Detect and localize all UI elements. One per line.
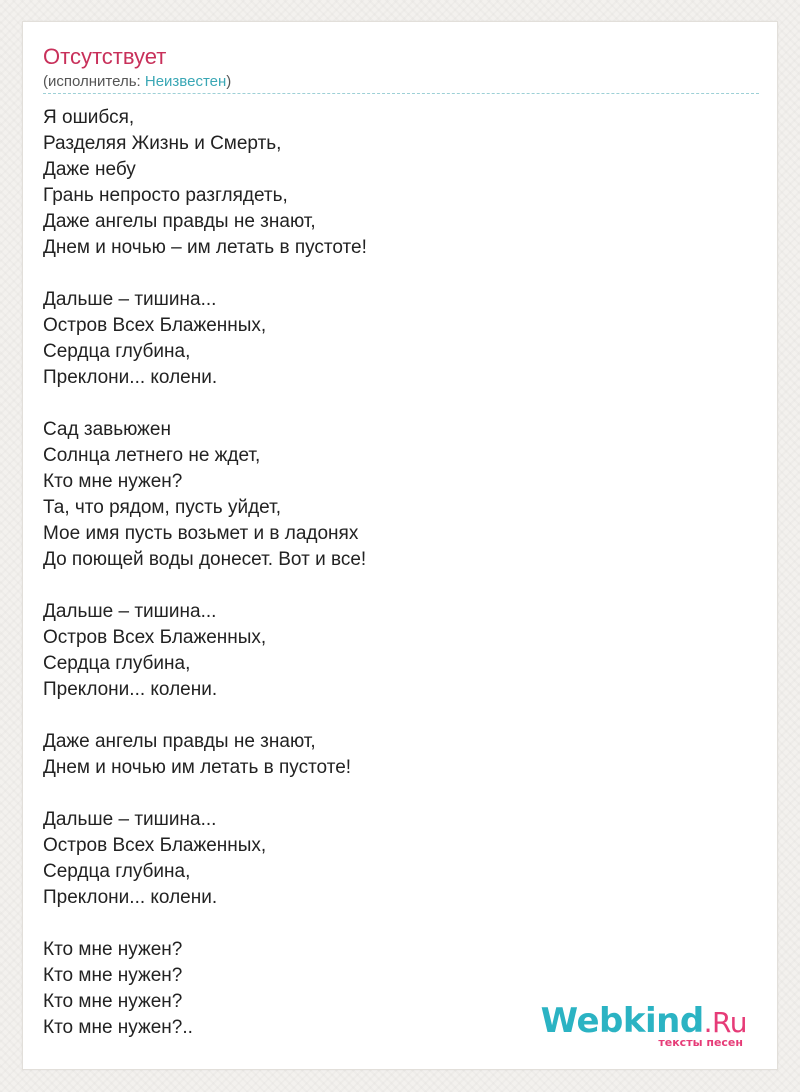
lyrics-stanza (43, 105, 743, 261)
lyrics-stanza (43, 287, 743, 391)
lyrics-line: Кто мне нужен? (43, 939, 183, 960)
lyrics-line: Днем и ночью – им летать в пустоте! (43, 237, 367, 258)
lyrics-line: Грань непросто разглядеть, (43, 185, 288, 206)
lyrics-line: Остров Всех Блаженных, (43, 835, 267, 856)
lyrics-line: Остров Всех Блаженных, (43, 315, 267, 336)
artist-suffix: ) (226, 73, 232, 90)
song-title: Отсутствует (43, 44, 167, 69)
lyrics-line: Дальше – тишина... (43, 809, 217, 830)
lyrics-stanza (43, 599, 743, 703)
divider (43, 93, 759, 94)
lyrics-stanza (43, 807, 743, 911)
lyrics-line: Преклони... колени. (43, 887, 218, 908)
watermark-tld: .Ru (703, 1006, 747, 1039)
lyrics-line: Преклони... колени. (43, 679, 218, 700)
lyrics-line: Дальше – тишина... (43, 601, 217, 622)
lyrics-line: Мое имя пусть возьмет и в ладонях (43, 523, 359, 544)
lyrics-line: Я ошибся, (43, 107, 135, 128)
lyrics-line: Преклони... колени. (43, 367, 218, 388)
lyrics-line: Та, что рядом, пусть уйдет, (43, 497, 281, 518)
watermark-brand: Webkind (540, 1001, 704, 1041)
lyrics-body (43, 105, 743, 1041)
lyrics-line: Солнца летнего не ждет, (43, 445, 261, 466)
lyrics-sheet (22, 21, 778, 1070)
lyrics-line: До поющей воды донесет. Вот и все! (43, 549, 367, 570)
watermark-tagline: тексты песен (658, 1036, 743, 1049)
lyrics-line: Днем и ночью им летать в пустоте! (43, 757, 352, 778)
lyrics-line: Даже небу (43, 159, 136, 180)
lyrics-line: Сердца глубина, (43, 341, 191, 362)
artist-prefix: (исполнитель: (43, 73, 145, 90)
webkind-watermark (540, 1001, 747, 1049)
lyrics-line: Разделяя Жизнь и Смерть, (43, 133, 282, 154)
lyrics-line: Дальше – тишина... (43, 289, 217, 310)
lyrics-line: Остров Всех Блаженных, (43, 627, 267, 648)
lyrics-line: Кто мне нужен? (43, 965, 183, 986)
lyrics-line: Кто мне нужен? (43, 471, 183, 492)
artist-link[interactable]: Неизвестен (144, 73, 227, 90)
lyrics-line: Сад завьюжен (43, 419, 171, 440)
lyrics-line: Даже ангелы правды не знают, (43, 731, 316, 752)
lyrics-stanza (43, 729, 743, 781)
artist-line (43, 72, 231, 92)
lyrics-line: Кто мне нужен?.. (43, 1017, 193, 1038)
lyrics-stanza (43, 417, 743, 573)
lyrics-line: Сердца глубина, (43, 861, 191, 882)
lyrics-line: Сердца глубина, (43, 653, 191, 674)
lyrics-line: Кто мне нужен? (43, 991, 183, 1012)
lyrics-line: Даже ангелы правды не знают, (43, 211, 316, 232)
